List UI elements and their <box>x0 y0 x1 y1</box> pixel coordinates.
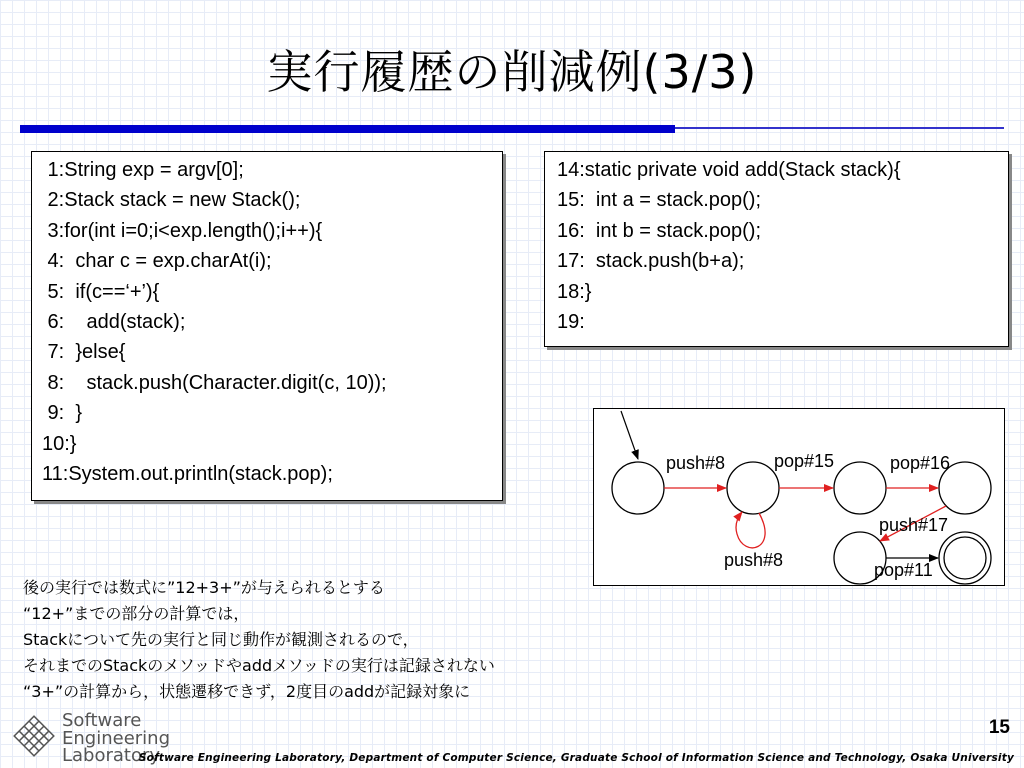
state-graph <box>594 409 1004 585</box>
code-line: 7: }else{ <box>42 341 126 364</box>
note-line: “3+”の計算から，状態遷移できず，2度目のaddが記録対象に <box>23 682 471 701</box>
code-line: 8: stack.push(Character.digit(c, 10)); <box>42 371 387 394</box>
label-pop16: pop#16 <box>890 453 951 473</box>
label-push17: push#17 <box>879 515 949 535</box>
code-line: 14:static private void add(Stack stack){ <box>557 159 901 181</box>
code-line: 3:for(int i=0;i<exp.length();i++){ <box>42 219 323 242</box>
final-state-node <box>939 532 991 584</box>
logo-word: Laboratory <box>62 745 161 766</box>
footer-affiliation: Software Engineering Laboratory, Department of Computer Science, Graduate School of Information Science and Technology, Osaka University <box>138 752 1014 764</box>
state-transition-diagram <box>593 408 1005 586</box>
code-line: 17: stack.push(b+a); <box>557 250 745 273</box>
logo-word: Engineering <box>62 727 170 749</box>
code-line: 19: <box>557 311 585 334</box>
code-line: 10:} <box>42 432 77 455</box>
state-node-3 <box>834 462 886 514</box>
page-number: 15 <box>988 717 1010 738</box>
lab-logo-icon <box>10 712 58 760</box>
edge-push8-loop <box>736 512 765 548</box>
state-node-1 <box>612 462 664 514</box>
note-line: 後の実行では数式に”12+3+”が与えられるとする <box>23 578 385 597</box>
logo-word: Software <box>62 710 142 731</box>
label-pop11: pop#11 <box>874 560 933 580</box>
code-line: 1:String exp = argv[0]; <box>42 159 244 181</box>
code-line: 15: int a = stack.pop(); <box>557 189 761 212</box>
label-pop15: pop#15 <box>774 451 835 471</box>
note-line: “12+”までの部分の計算では， <box>23 604 250 623</box>
slide-title: 実行履歴の削減例(3/3) <box>266 45 758 99</box>
add-method-code-box <box>544 151 1009 347</box>
title-underline-thin <box>675 127 1004 129</box>
note-line: それまでのStackのメソッドやaddメソッドの実行は記録されない <box>23 656 495 675</box>
label-push8: push#8 <box>666 453 726 473</box>
label-push8-loop: push#8 <box>724 550 784 570</box>
code-line: 2:Stack stack = new Stack(); <box>42 189 301 212</box>
code-line: 6: add(stack); <box>42 311 186 334</box>
code-line: 11:System.out.println(stack.pop); <box>42 463 333 486</box>
code-line: 18:} <box>557 280 592 303</box>
code-line: 4: char c = exp.charAt(i); <box>42 250 272 273</box>
state-node-2 <box>727 462 779 514</box>
note-line: Stackについて先の実行と同じ動作が観測されるので， <box>23 630 419 649</box>
code-line: 9: } <box>42 402 83 425</box>
code-line: 16: int b = stack.pop(); <box>557 219 761 242</box>
code-line: 5: if(c==‘+’){ <box>42 280 160 303</box>
main-code-box <box>31 151 503 501</box>
initial-arrow <box>621 411 638 459</box>
title-underline-thick <box>20 125 675 133</box>
explanation-notes <box>23 575 495 705</box>
